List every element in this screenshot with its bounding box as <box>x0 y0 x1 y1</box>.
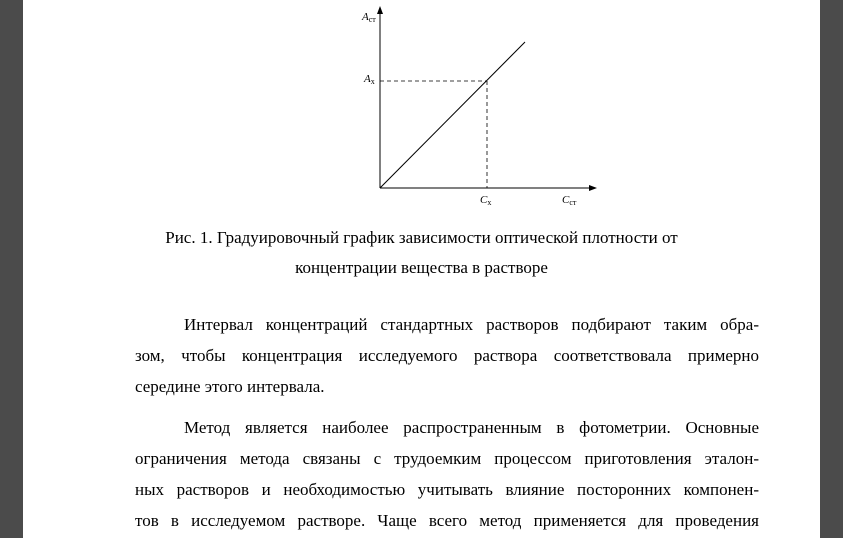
paragraph-2-line-2: ограничения метода связаны с трудоемким процессом приготовления эталон- <box>135 449 759 468</box>
document-page <box>23 0 820 538</box>
figure-caption-line-1: Рис. 1. Градуировочный график зависимости оптической плотности от <box>165 228 678 247</box>
paragraph-2-line-4: тов в исследуемом растворе. Чаще всего метод применяется для проведения <box>135 511 759 530</box>
paragraph-2-line-3: ных растворов и необходимостью учитывать влияние посторонних компонен- <box>135 480 759 499</box>
y-axis-label: Aст <box>362 11 376 24</box>
y-axis-arrow <box>377 6 383 14</box>
paragraph-1-line-3: середине этого интервала. <box>135 377 325 396</box>
calibration-line <box>380 42 525 188</box>
figure-caption-line-2: концентрации вещества в растворе <box>295 258 548 277</box>
x-axis-label: Cст <box>562 194 577 207</box>
calibration-graph <box>23 0 820 215</box>
paragraph-1-line-2: зом, чтобы концентрация исследуемого раствора соответствовала примерно <box>135 346 759 365</box>
graph-svg <box>23 0 820 215</box>
x-axis-arrow <box>589 185 597 191</box>
paragraph-2-line-1: Метод является наиболее распространенным в фотометрии. Основные <box>184 418 759 437</box>
cx-label: Cx <box>480 194 492 207</box>
ax-label: Ax <box>364 73 375 86</box>
paragraph-1-line-1: Интервал концентраций стандартных растворов подбирают таким обра- <box>184 315 759 334</box>
